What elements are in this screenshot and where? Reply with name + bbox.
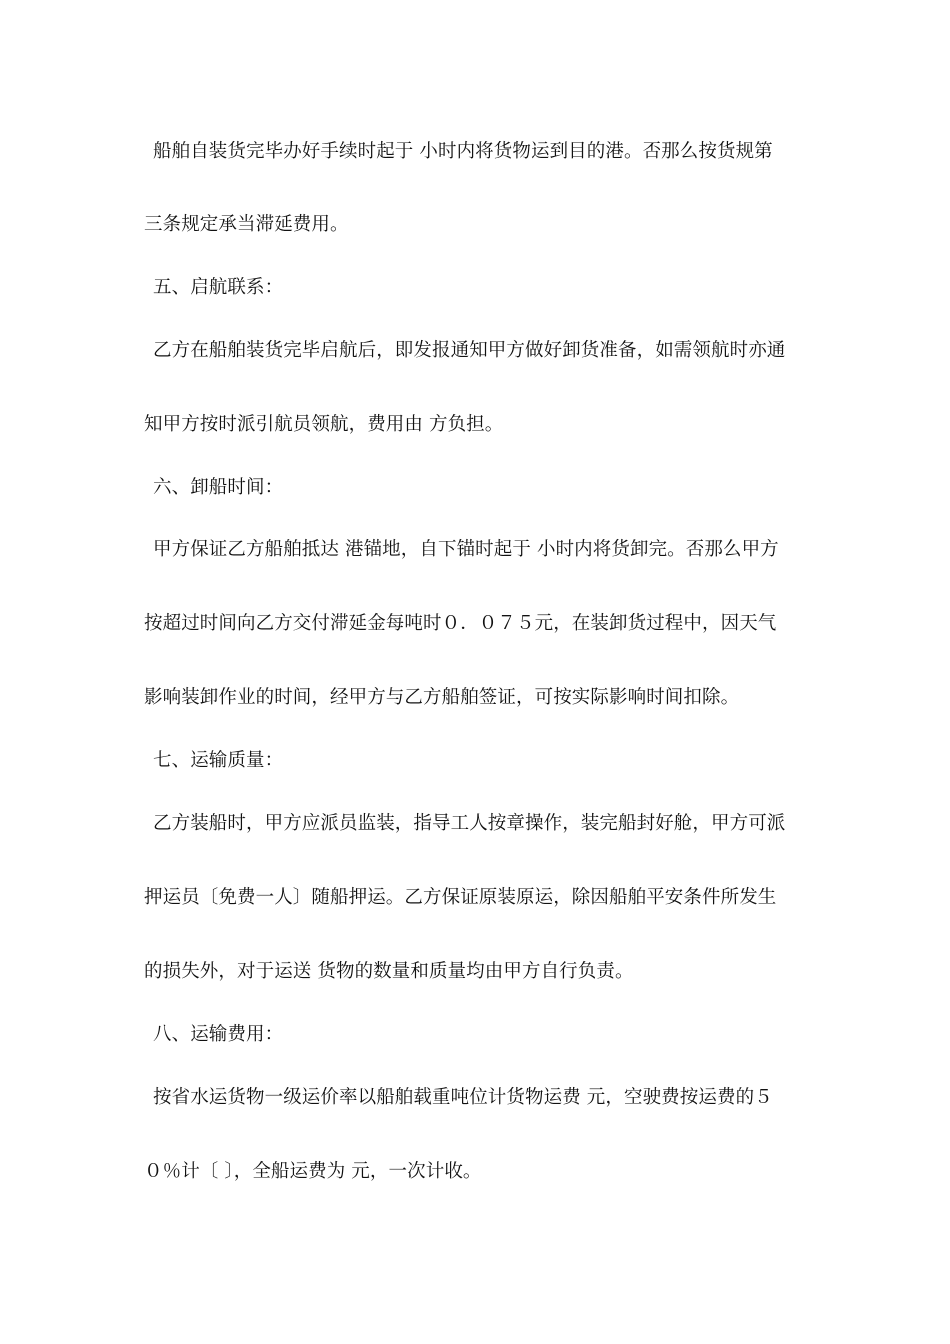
section-heading-7: 七、运输质量： (153, 750, 284, 771)
paragraph-7-line-3: 的损失外，对于运送 货物的数量和质量均由甲方自行负责。 (144, 961, 634, 982)
paragraph-7-line-1: 乙方装船时，甲方应派员监装，指导工人按章操作，装完船封好舱，甲方可派 (153, 813, 786, 834)
paragraph-5-line-1: 乙方在船舶装货完毕启航后，即发报通知甲方做好卸货准备，如需领航时亦通 (153, 340, 786, 361)
paragraph-6-line-3: 影响装卸作业的时间，经甲方与乙方船舶签证，可按实际影响时间扣除。 (144, 687, 740, 708)
paragraph-6-line-2: 按超过时间向乙方交付滞延金每吨时０．０７５元，在装卸货过程中，因天气 (144, 613, 777, 634)
paragraph-4-line-2: 三条规定承当滞延费用。 (144, 214, 349, 235)
paragraph-4-line-1: 船舶自装货完毕办好手续时起于 小时内将货物运到目的港。否那么按货规第 (153, 141, 773, 162)
paragraph-5-line-2: 知甲方按时派引航员领航，费用由 方负担。 (144, 414, 504, 435)
section-heading-8: 八、运输费用： (153, 1024, 284, 1045)
section-heading-5: 五、启航联系： (153, 277, 284, 298)
paragraph-6-line-1: 甲方保证乙方船舶抵达 港锚地，自下锚时起于 小时内将货卸完。否那么甲方 (153, 539, 779, 560)
paragraph-8-line-1: 按省水运货物一级运价率以船舶载重吨位计货物运费 元，空驶费按运费的５ (153, 1087, 773, 1108)
paragraph-8-line-2: ０％计〔 〕，全船运费为 元，一次计收。 (144, 1161, 482, 1182)
paragraph-7-line-2: 押运员〔免费一人〕随船押运。乙方保证原装原运，除因船舶平安条件所发生 (144, 887, 777, 908)
section-heading-6: 六、卸船时间： (153, 477, 284, 498)
